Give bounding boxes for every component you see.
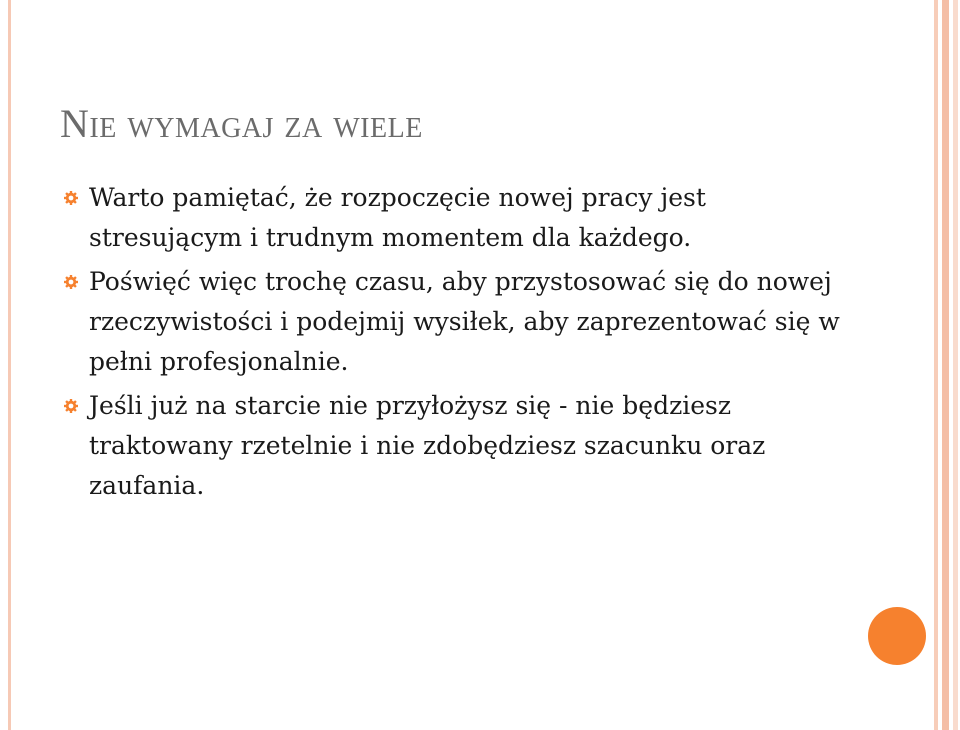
gear-icon: [64, 191, 78, 205]
bullet-item: [64, 178, 844, 258]
bullet-item: [64, 262, 844, 382]
left-border-line: [8, 0, 11, 730]
bullet-text: Poświęć więc trochę czasu, aby przystosować się do nowej rzeczywistości i podejmij wysiłek, aby zaprezentować się w pełni profesjonalnie.: [89, 267, 840, 376]
bullet-text: Warto pamiętać, że rozpoczęcie nowej pracy jest stresującym i trudnym momentem dla każdego.: [89, 183, 706, 252]
right-stripe: [942, 0, 949, 730]
right-stripe: [934, 0, 938, 730]
gear-icon: [64, 275, 78, 289]
right-border-stripes: [934, 0, 960, 730]
bullet-list: [64, 178, 844, 510]
slide-title: Nie wymagaj za wiele: [60, 101, 423, 146]
gear-icon: [64, 399, 78, 413]
bullet-text: Jeśli już na starcie nie przyłożysz się - nie będziesz traktowany rzetelnie i nie zdobędziesz szacunku oraz zaufania.: [89, 391, 766, 500]
bullet-item: [64, 386, 844, 506]
right-stripe: [953, 0, 958, 730]
accent-circle: [868, 607, 926, 665]
